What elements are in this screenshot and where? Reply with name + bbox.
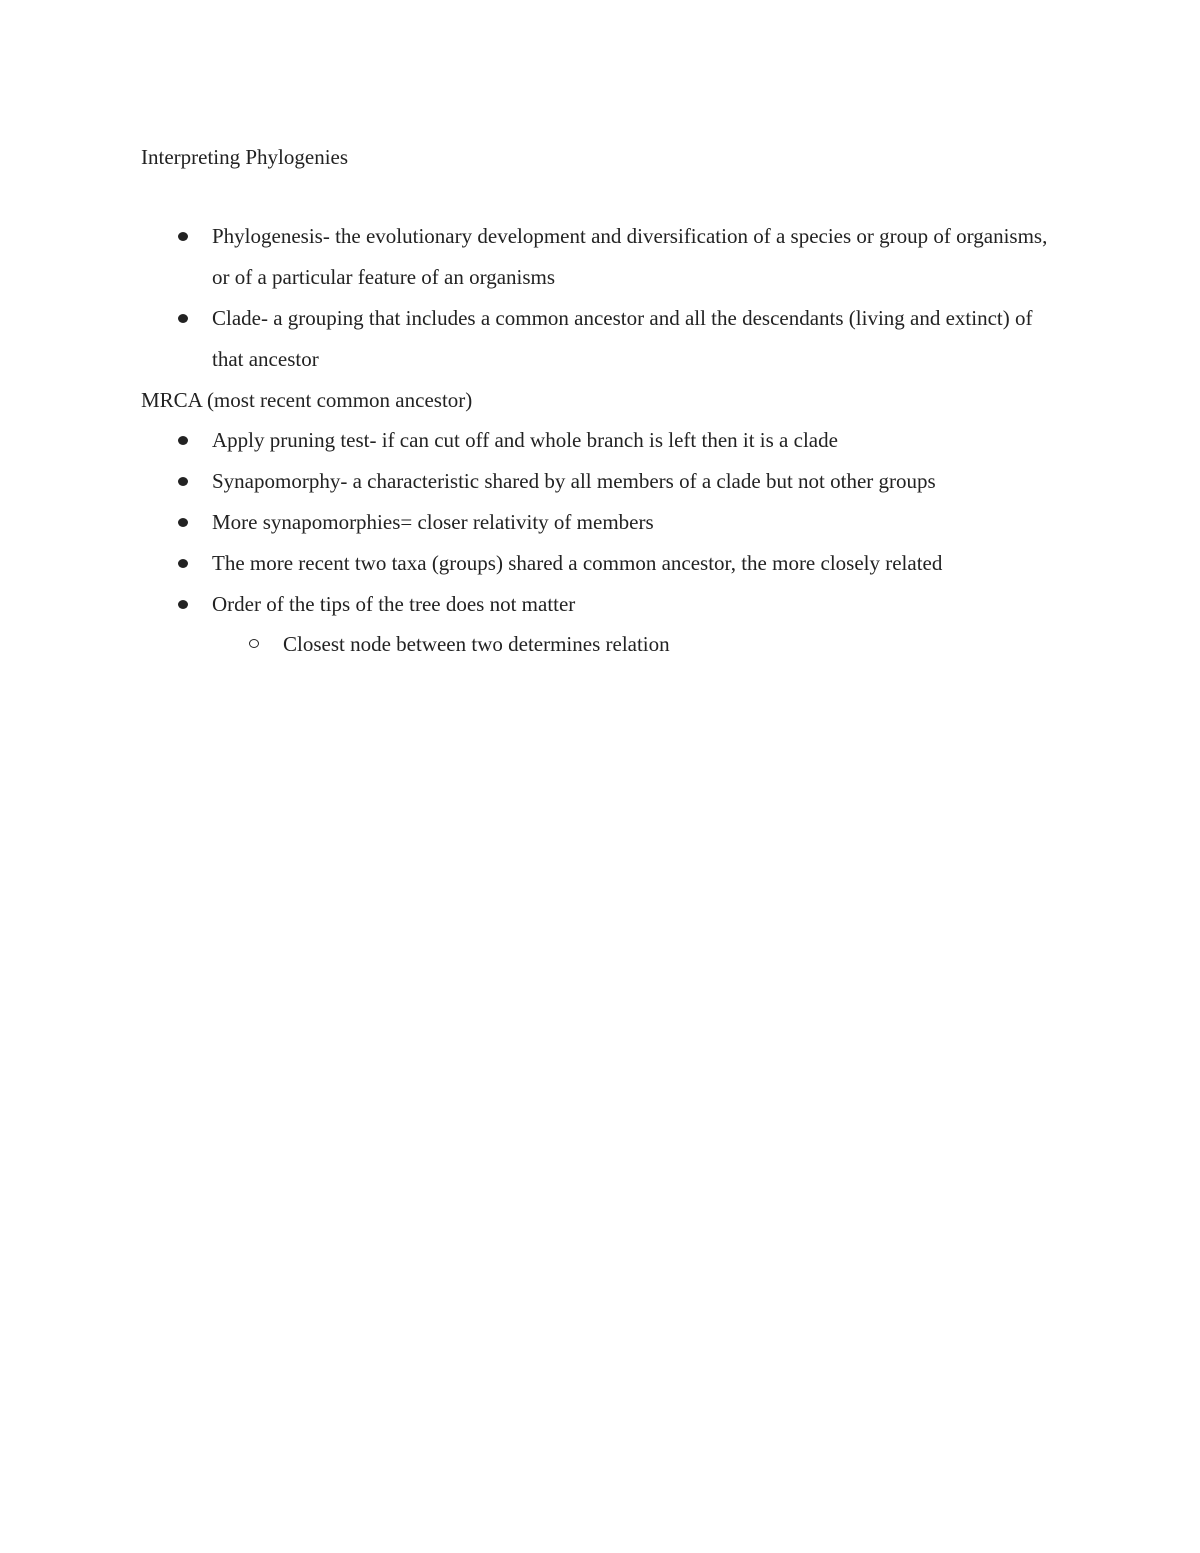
list-item xyxy=(0,543,1200,584)
list-item xyxy=(0,502,1200,543)
list-item-text: Phylogenesis- the evolutionary development and diversification of a species or group of organisms, or of a particular feature of an organisms xyxy=(212,224,1048,289)
list-item-text: Apply pruning test- if can cut off and whole branch is left then it is a clade xyxy=(212,428,838,452)
list-item xyxy=(0,584,1200,625)
bullet-dot-icon xyxy=(178,436,188,445)
bullet-dot-icon xyxy=(178,314,188,323)
bullet-dot-icon xyxy=(178,232,188,241)
bullet-dot-icon xyxy=(178,518,188,527)
sub-list-item-text: Closest node between two determines relation xyxy=(283,632,670,656)
bullet-list-concepts xyxy=(0,420,1200,625)
bullet-list-definitions xyxy=(0,216,1200,380)
list-item-text: Synapomorphy- a characteristic shared by all members of a clade but not other groups xyxy=(212,469,936,493)
list-item xyxy=(0,420,1200,461)
bullet-dot-icon xyxy=(178,600,188,609)
list-item-text: More synapomorphies= closer relativity of members xyxy=(212,510,654,534)
document-title: Interpreting Phylogenies xyxy=(141,145,349,169)
list-item xyxy=(0,298,1200,380)
list-item xyxy=(0,216,1200,298)
list-item-text: The more recent two taxa (groups) shared a common ancestor, the more closely related xyxy=(212,551,943,575)
list-item-text: Clade- a grouping that includes a common ancestor and all the descendants (living and extinct) of that ancestor xyxy=(212,306,1033,371)
bullet-dot-icon xyxy=(178,477,188,486)
hollow-circle-bullet-icon xyxy=(249,639,259,648)
list-item xyxy=(0,461,1200,502)
bullet-dot-icon xyxy=(178,559,188,568)
mrca-line: MRCA (most recent common ancestor) xyxy=(141,388,473,412)
list-item-text: Order of the tips of the tree does not matter xyxy=(212,592,576,616)
